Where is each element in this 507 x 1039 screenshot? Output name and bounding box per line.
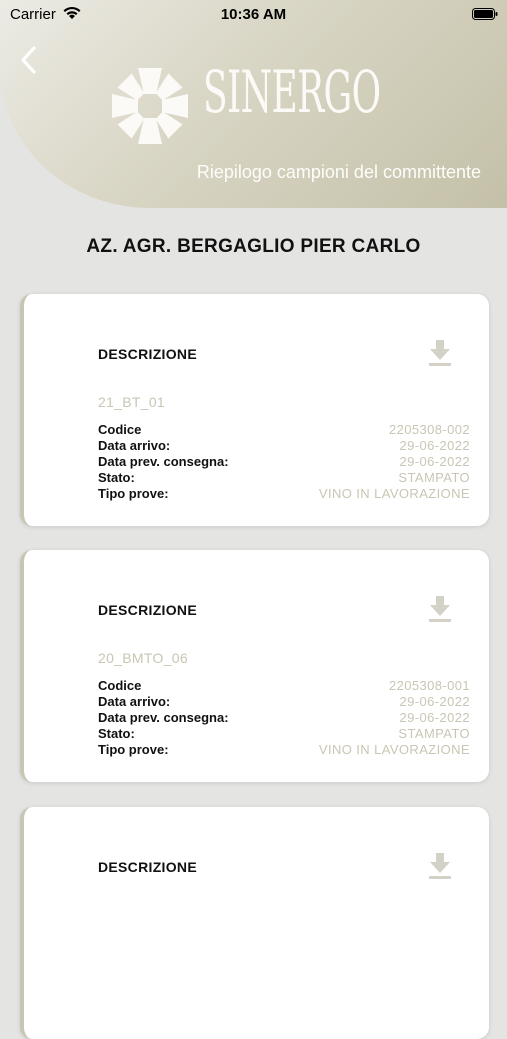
detail-label: Codice	[98, 422, 142, 437]
detail-label: Stato:	[98, 470, 135, 485]
sample-name: 21_BT_01	[98, 394, 166, 410]
sample-card[interactable]	[20, 294, 489, 526]
back-chevron-icon[interactable]	[16, 44, 44, 76]
brand-wordmark: SINERGO	[203, 58, 381, 126]
card-title: DESCRIZIONE	[98, 346, 197, 362]
detail-row	[98, 438, 470, 454]
detail-label: Codice	[98, 678, 142, 693]
download-icon[interactable]	[427, 594, 453, 624]
detail-value: STAMPATO	[398, 726, 470, 741]
card-title: DESCRIZIONE	[98, 602, 197, 618]
detail-row	[98, 422, 470, 438]
header-banner	[0, 0, 507, 208]
detail-label: Tipo prove:	[98, 486, 169, 501]
detail-value: STAMPATO	[398, 470, 470, 485]
detail-label: Tipo prove:	[98, 742, 169, 757]
detail-value: 29-06-2022	[399, 710, 470, 725]
status-bar	[0, 0, 507, 30]
detail-row	[98, 486, 470, 502]
sinergo-logo-icon	[108, 64, 192, 148]
sample-details	[98, 422, 470, 502]
detail-label: Stato:	[98, 726, 135, 741]
detail-row	[98, 678, 470, 694]
detail-value: 29-06-2022	[399, 694, 470, 709]
sample-card[interactable]	[20, 807, 489, 1039]
page-subtitle: Riepilogo campioni del committente	[196, 162, 481, 182]
detail-value: 29-06-2022	[399, 454, 470, 469]
battery-icon	[472, 8, 498, 20]
detail-row	[98, 470, 470, 486]
card-title: DESCRIZIONE	[98, 859, 197, 875]
download-icon[interactable]	[427, 338, 453, 368]
detail-value: 2205308-002	[388, 422, 470, 437]
sample-card[interactable]	[20, 550, 489, 782]
detail-value: 2205308-001	[388, 678, 470, 693]
detail-label: Data arrivo:	[98, 694, 171, 709]
sample-name: 20_BMTO_06	[98, 650, 188, 666]
carrier-label: Carrier	[10, 6, 56, 23]
detail-row	[98, 694, 470, 710]
client-name: AZ. AGR. BERGAGLIO PIER CARLO	[86, 236, 421, 257]
detail-label: Data prev. consegna:	[98, 710, 229, 725]
detail-value: VINO IN LAVORAZIONE	[318, 742, 470, 757]
detail-value: 29-06-2022	[399, 438, 470, 453]
detail-row	[98, 742, 470, 758]
detail-row	[98, 726, 470, 742]
download-icon[interactable]	[427, 851, 453, 881]
detail-label: Data prev. consegna:	[98, 454, 229, 469]
detail-label: Data arrivo:	[98, 438, 171, 453]
clock: 10:36 AM	[220, 6, 287, 23]
sample-details	[98, 678, 470, 758]
detail-row	[98, 454, 470, 470]
detail-value: VINO IN LAVORAZIONE	[318, 486, 470, 501]
detail-row	[98, 710, 470, 726]
